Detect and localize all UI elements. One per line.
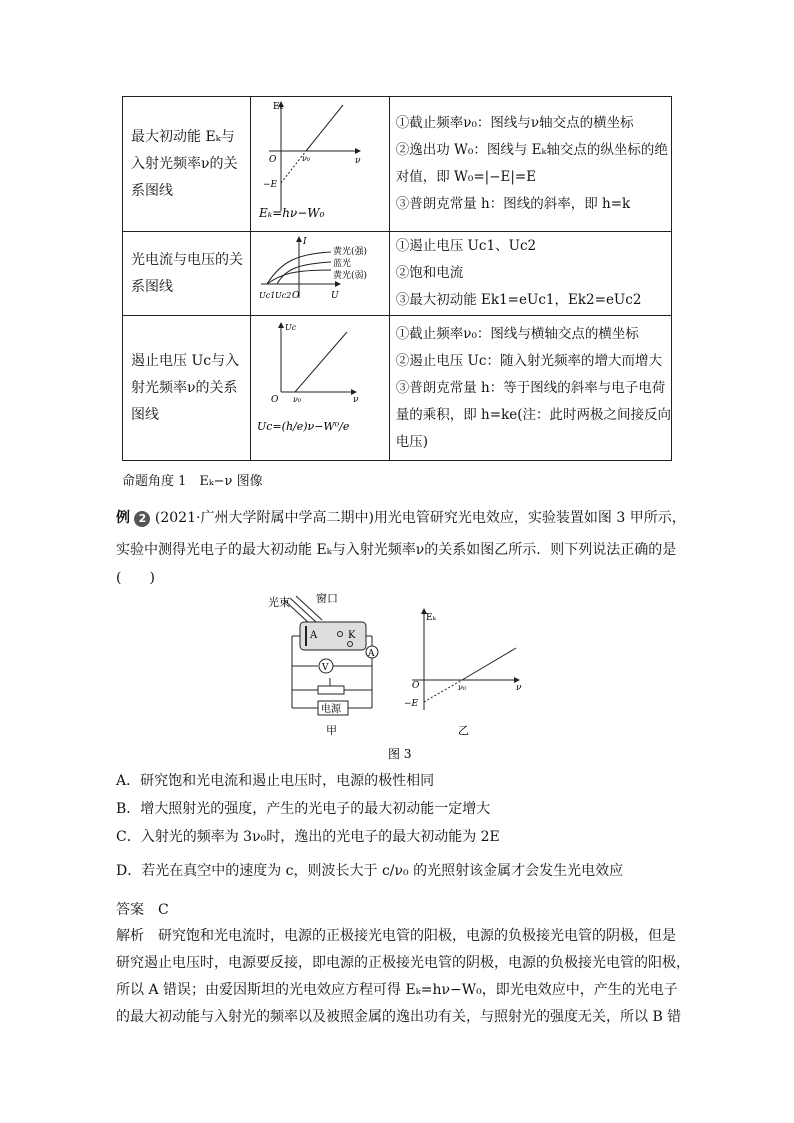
example-line-1 bbox=[116, 505, 686, 532]
x-label: ν bbox=[516, 683, 522, 693]
notes-cell bbox=[389, 316, 671, 461]
note-line: ③最大初动能 Ek1=eUc1，Ek2=eUc2 bbox=[395, 292, 642, 308]
origin-label: O bbox=[270, 395, 279, 405]
label-line: 遏止电压 Uc与入 bbox=[131, 352, 240, 369]
uc-line bbox=[295, 332, 347, 392]
table-row bbox=[123, 316, 672, 461]
curve1-label: 黄光(强) bbox=[332, 247, 367, 257]
note-line: ①截止频率ν₀：图线与横轴交点的横坐标 bbox=[395, 325, 639, 342]
note-line: ③普朗克常量 h：等于图线的斜率与电子电荷 bbox=[395, 379, 666, 396]
note-line: 对值，即 W₀=|−E|=E bbox=[395, 169, 537, 185]
cathode-label: K bbox=[348, 630, 356, 641]
row-label bbox=[123, 97, 251, 232]
light-beam-label: 光束 bbox=[268, 596, 290, 609]
notes-cell bbox=[389, 232, 671, 316]
option-a: A．研究饱和光电流和遏止电压时，电源的极性相同 bbox=[116, 773, 435, 789]
row-label bbox=[123, 316, 251, 461]
note-line: ①遏止电压 Uc1、Uc2 bbox=[395, 238, 537, 254]
table-row bbox=[123, 232, 672, 316]
graph-cell bbox=[250, 97, 389, 232]
origin-label: O bbox=[291, 291, 300, 301]
figure-yi-label: 乙 bbox=[458, 724, 469, 737]
notes-cell bbox=[389, 97, 671, 232]
ek-line bbox=[462, 648, 516, 680]
analysis-line: 解析 研究饱和光电流时，电源的正极接光电管的阳极，电源的负极接光电管的阴极，但是 bbox=[116, 928, 676, 944]
example-number-badge: 2 bbox=[134, 511, 150, 527]
figure-graph bbox=[404, 608, 522, 737]
label-line: 最大初动能 Eₖ与 bbox=[131, 128, 235, 145]
light-ray bbox=[290, 598, 316, 622]
y-arrow bbox=[278, 322, 284, 328]
row-label bbox=[123, 232, 251, 316]
figure-jia-label: 甲 bbox=[326, 724, 337, 737]
ek-line bbox=[306, 105, 343, 151]
x-arrow bbox=[335, 281, 341, 287]
label-line: 图线 bbox=[131, 406, 159, 423]
uc2-label: Uc2 bbox=[274, 291, 292, 300]
note-line: ①截止频率ν₀：图线与ν轴交点的横坐标 bbox=[395, 115, 634, 131]
i-u-graph bbox=[251, 232, 389, 311]
dashed-extension bbox=[424, 680, 462, 702]
label-line: 系图线 bbox=[131, 278, 173, 295]
y-arrow bbox=[296, 236, 302, 242]
curve-blue bbox=[277, 262, 331, 284]
option-d: D．若光在真空中的速度为 c，则波长大于 c/ν₀ 的光照射该金属才会发生光电效应 bbox=[116, 863, 624, 879]
y-label: Eₖ bbox=[272, 102, 283, 112]
anode-label: A bbox=[310, 630, 318, 641]
x-arrow bbox=[355, 148, 361, 154]
window-label: 窗口 bbox=[316, 592, 338, 605]
note-line: ②饱和电流 bbox=[395, 265, 464, 281]
example-prefix: 例 bbox=[116, 510, 130, 526]
example-line-3: ( ) bbox=[116, 570, 155, 586]
analysis-line: 的最大初动能与入射光的频率以及被照金属的逸出功有关，与照射光的强度无关，所以 B 错 bbox=[116, 1009, 682, 1025]
apparatus-diagram bbox=[268, 591, 378, 737]
graph-cell bbox=[250, 316, 389, 461]
uc-nu-graph bbox=[251, 316, 389, 456]
label-line: 系图线 bbox=[131, 182, 173, 199]
origin-label: O bbox=[412, 681, 420, 691]
note-line: ③普朗克常量 h：图线的斜率，即 h=k bbox=[395, 196, 631, 212]
nu0-label: ν₀ bbox=[301, 154, 310, 163]
power-supply-label: 电源 bbox=[321, 704, 341, 715]
origin-label: O bbox=[268, 155, 277, 165]
label-line: 射光频率ν的关系 bbox=[131, 379, 238, 396]
uc1-label: Uc1 bbox=[258, 291, 276, 300]
ammeter-label: A bbox=[368, 649, 375, 659]
y-label: Eₖ bbox=[426, 613, 436, 623]
minus-e-label: −E bbox=[262, 180, 277, 190]
nu0-label: ν₀ bbox=[292, 395, 301, 404]
nu0-label: ν₀ bbox=[458, 683, 467, 692]
x-label: ν bbox=[352, 395, 359, 405]
note-line: 电压) bbox=[395, 433, 429, 450]
y-label: Uc bbox=[284, 323, 296, 332]
table-row bbox=[123, 97, 672, 232]
note-line: 量的乘积，即 h=ke(注：此时两极之间接反向 bbox=[395, 406, 671, 423]
figure-3 bbox=[262, 590, 542, 770]
formula: Uc=(h/e)ν−W⁰/e bbox=[256, 420, 350, 433]
x-label: ν bbox=[354, 156, 361, 166]
ek-nu-graph bbox=[251, 97, 389, 227]
label-line: 光电流与电压的关 bbox=[131, 251, 243, 268]
example-text: (2021·广州大学附属中学高二期中)用光电管研究光电效应，实验装置如图 3 甲所示， bbox=[154, 510, 686, 526]
option-c: C．入射光的频率为 3ν₀时，逸出的光电子的最大初动能为 2E bbox=[116, 829, 500, 845]
curve2-label: 蓝光 bbox=[332, 259, 351, 269]
x-label: U bbox=[330, 291, 339, 301]
graph-cell bbox=[250, 232, 389, 316]
formula: Eₖ=hν−W₀ bbox=[258, 206, 325, 220]
summary-table bbox=[122, 96, 672, 461]
rheostat bbox=[318, 686, 344, 694]
section-title: 命题角度 1 Eₖ−ν 图像 bbox=[122, 474, 263, 489]
option-b: B．增大照射光的强度，产生的光电子的最大初动能一定增大 bbox=[116, 801, 491, 817]
analysis-line: 研究遏止电压时，电源要反接，即电源的正极接光电管的阴极，电源的负极接光电管的阳极， bbox=[116, 955, 690, 971]
analysis-line: 所以 A 错误；由爱因斯坦的光电效应方程可得 Eₖ=hν−W₀，即光电效应中，产生的光电子 bbox=[116, 982, 678, 998]
y-label: I bbox=[302, 237, 307, 247]
answer: 答案 C bbox=[116, 902, 169, 918]
minus-e-label: −E bbox=[404, 699, 419, 709]
example-line-2: 实验中测得光电子的最大初动能 Eₖ与入射光频率ν的关系如图乙所示．则下列说法正确的是 bbox=[116, 542, 677, 558]
label-line: 入射光频率ν的关 bbox=[131, 155, 238, 172]
voltmeter-label: V bbox=[322, 663, 329, 673]
note-line: ②遏止电压 Uc：随入射光频率的增大而增大 bbox=[395, 352, 662, 369]
curve3-label: 黄光(弱) bbox=[332, 271, 367, 281]
figure-caption: 图 3 bbox=[388, 747, 412, 761]
note-line: ②逸出功 W₀：图线与 Eₖ轴交点的纵坐标的绝 bbox=[395, 142, 668, 158]
